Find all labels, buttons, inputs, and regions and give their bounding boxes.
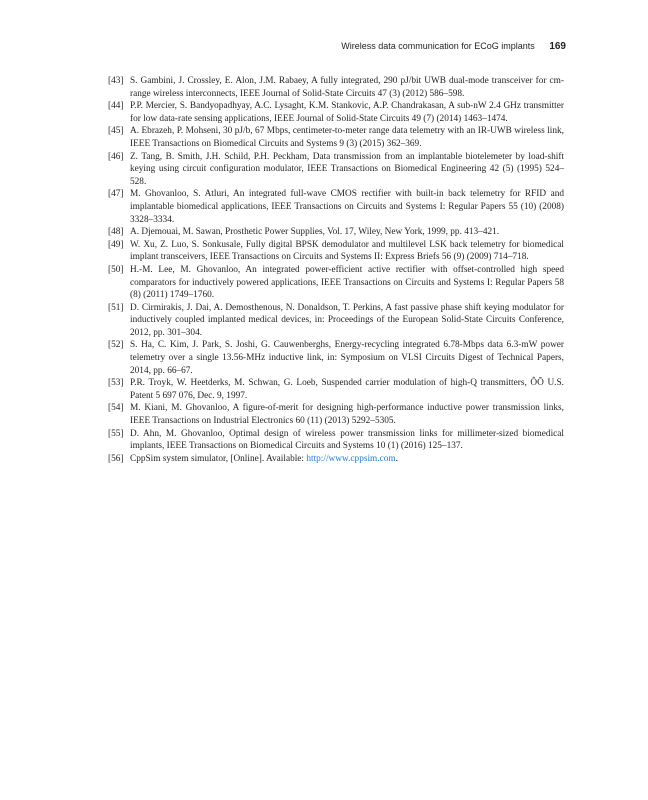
reference-number: [53] xyxy=(108,378,124,389)
reference-number: [55] xyxy=(108,428,124,439)
reference-item xyxy=(108,453,564,466)
reference-text: M. Ghovanloo, S. Atluri, An integrated full-wave CMOS rectifier with built-in back telemetry for RFID and implantable biomedical applications, IEEE Transactions on Circuits and Systems I: Regular Papers 55 (10) (2008) 3328–3334. xyxy=(130,189,564,225)
running-header xyxy=(341,41,566,52)
cppsim-link[interactable]: http://www.cppsim.com xyxy=(306,453,396,464)
reference-number: [51] xyxy=(108,302,124,313)
reference-text: M. Kiani, M. Ghovanloo, A figure-of-merit for designing high-performance inductive power transmission links, IEEE Transactions on Industrial Electronics 60 (11) (2013) 5292–5305. xyxy=(130,403,564,427)
reference-list xyxy=(108,75,564,465)
reference-text: S. Gambini, J. Crossley, E. Alon, J.M. Rabaey, A fully integrated, 290 pJ/bit UWB dual-mode transceiver for cm-range wireless interconnects, IEEE Journal of Solid-State Circuits 47 (3) (2012) 586–598. xyxy=(130,76,564,99)
reference-item xyxy=(108,264,564,302)
reference-number: [49] xyxy=(108,239,124,250)
reference-item xyxy=(108,226,564,239)
reference-item xyxy=(108,151,564,189)
reference-number: [54] xyxy=(108,403,124,414)
reference-text: CppSim system simulator, [Online]. Available: xyxy=(130,453,307,464)
reference-item xyxy=(108,100,564,125)
reference-number: [52] xyxy=(108,340,124,351)
reference-item xyxy=(108,188,564,226)
reference-text: H.-M. Lee, M. Ghovanloo, An integrated power-efficient active rectifier with offset-controlled high speed comparators for inductively powered applications, IEEE Transactions on Circuits and Systems I: Regular Papers 58 (8) (2011) 1749–1760. xyxy=(130,264,564,301)
reference-number: [45] xyxy=(108,126,124,137)
reference-item xyxy=(108,75,564,100)
reference-text: A. Ebrazeh, P. Mohseni, 30 pJ/b, 67 Mbps, centimeter-to-meter range data telemetry with an IR-UWB wireless link, IEEE Transactions on Biomedical Circuits and Systems 9 (3) (2015) 362–369. xyxy=(130,126,564,149)
reference-item xyxy=(108,402,564,427)
reference-number: [50] xyxy=(108,264,124,275)
reference-number: [43] xyxy=(108,76,124,86)
reference-item xyxy=(108,302,564,340)
reference-item xyxy=(108,125,564,150)
reference-item xyxy=(108,339,564,377)
reference-item xyxy=(108,239,564,264)
page-number: 169 xyxy=(549,41,566,52)
reference-text: S. Ha, C. Kim, J. Park, S. Joshi, G. Cauwenberghs, Energy-recycling integrated 6.78-Mbps data 6.3-mW power telemetry over a single 13.56-MHz inductive link, in: Symposium on VLSI Circuits Digest of Technical Papers, 2014, pp. 66–67. xyxy=(130,340,564,376)
reference-text-end: . xyxy=(395,453,398,464)
reference-text: P.R. Troyk, W. Heetderks, M. Schwan, G. Loeb, Suspended carrier modulation of high-Q transmitters, ÔÕ U.S. Patent 5 697 076, Dec. 9, 1997. xyxy=(130,378,564,401)
reference-number: [44] xyxy=(108,101,124,112)
running-head-title: Wireless data communication for ECoG implants xyxy=(341,41,535,51)
reference-text: A. Djemouai, M. Sawan, Prosthetic Power Supplies, Vol. 17, Wiley, New York, 1999, pp. 413–421. xyxy=(130,227,500,238)
reference-text: D. Ahn, M. Ghovanloo, Optimal design of wireless power transmission links for millimeter-sized biomedical implants, IEEE Transactions on Biomedical Circuits and Systems 10 (1) (2016) 125–137. xyxy=(130,428,564,452)
reference-text: D. Cirmirakis, J. Dai, A. Demosthenous, N. Donaldson, T. Perkins, A fast passive phase shift keying modulator for inductively coupled implanted medical devices, in: Proceedings of the European Solid-State Circuits Conference, 2012, pp. 301–304. xyxy=(130,302,564,338)
reference-number: [48] xyxy=(108,227,124,238)
reference-text: Z. Tang, B. Smith, J.H. Schild, P.H. Peckham, Data transmission from an implantable biotelemeter by load-shift keying using circuit configuration modulator, IEEE Transactions on Biomedical Engineering 42 (5) (1995) 524–528. xyxy=(130,151,564,187)
reference-text: P.P. Mercier, S. Bandyopadhyay, A.C. Lysaght, K.M. Stankovic, A.P. Chandrakasan, A sub-nW 2.4 GHz transmitter for low data-rate sensing applications, IEEE Journal of Solid-State Circuits 49 (7) (2014) 1463–1474. xyxy=(130,101,564,124)
reference-text: W. Xu, Z. Luo, S. Sonkusale, Fully digital BPSK demodulator and multilevel LSK back telemetry for biomedical implant transceivers, IEEE Transactions on Circuits and Systems II: Express Briefs 56 (9) (2009) 714–718. xyxy=(130,239,564,263)
reference-item xyxy=(108,377,564,402)
reference-number: [46] xyxy=(108,151,124,162)
reference-number: [47] xyxy=(108,189,124,200)
reference-number: [56] xyxy=(108,453,124,464)
reference-item xyxy=(108,428,564,453)
